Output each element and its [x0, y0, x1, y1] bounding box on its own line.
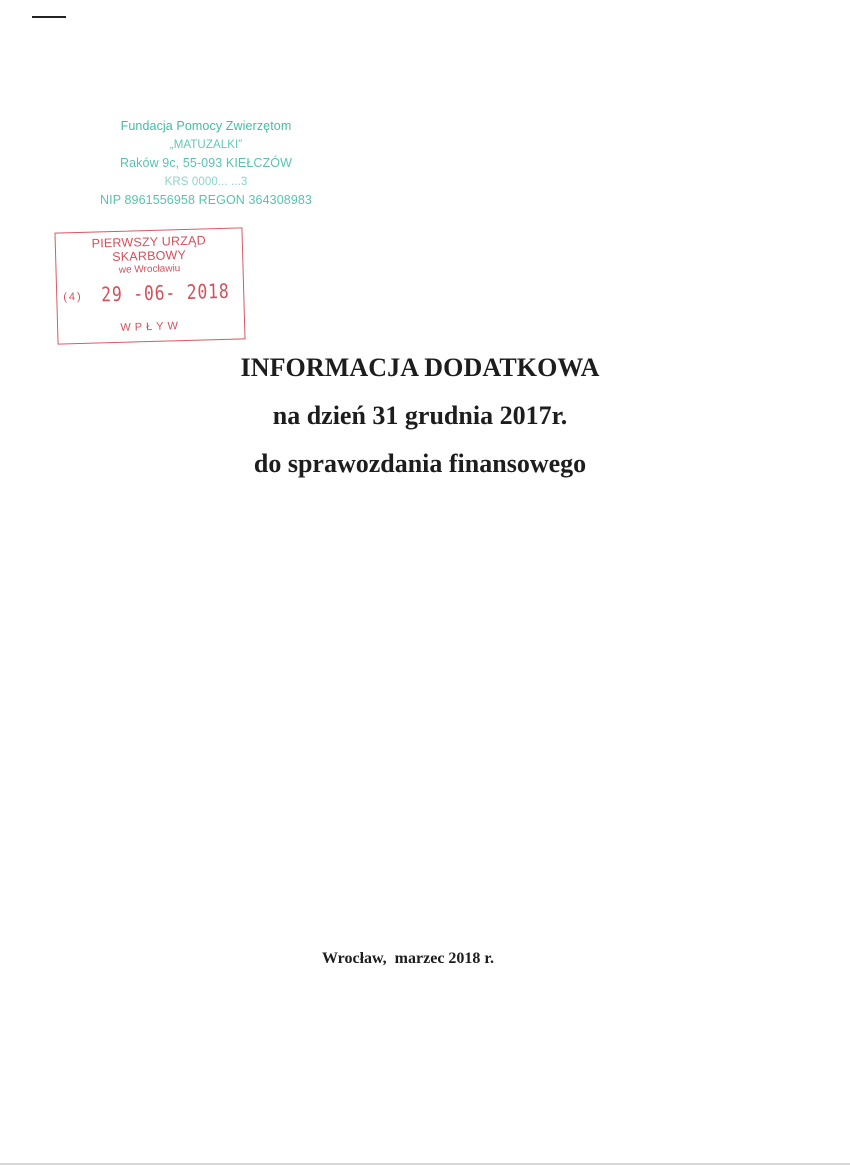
scan-bottom-edge — [0, 1163, 850, 1165]
tax-office-name: PIERWSZY URZĄD SKARBOWY — [91, 233, 207, 265]
foundation-krs: KRS 0000... ...3 — [164, 175, 248, 188]
tax-office-receipt-stamp — [54, 227, 245, 344]
foundation-short-name: „MATUZALKI” — [169, 138, 243, 151]
foundation-stamp — [86, 117, 326, 210]
receipt-date: 29 -06- 2018 — [100, 278, 230, 307]
receipt-label: WPŁYW — [120, 320, 183, 334]
title-date: na dzień 31 grudnia 2017r. — [272, 401, 568, 430]
foundation-address: Raków 9c, 55-093 KIEŁCZÓW — [119, 156, 292, 170]
tax-office-city: we Wrocławiu — [118, 263, 181, 276]
receipt-number: (4) — [63, 290, 83, 304]
scan-edge-mark — [32, 16, 66, 18]
document-title — [120, 344, 720, 488]
title-main: INFORMACJA DODATKOWA — [240, 353, 600, 382]
foundation-tax-ids: NIP 8961556958 REGON 364308983 — [100, 193, 312, 207]
foundation-name: Fundacja Pomocy Zwierzętom — [120, 119, 292, 133]
title-subtitle: do sprawozdania finansowego — [253, 449, 587, 478]
place-and-date: Wrocław, marzec 2018 r. — [321, 950, 495, 967]
